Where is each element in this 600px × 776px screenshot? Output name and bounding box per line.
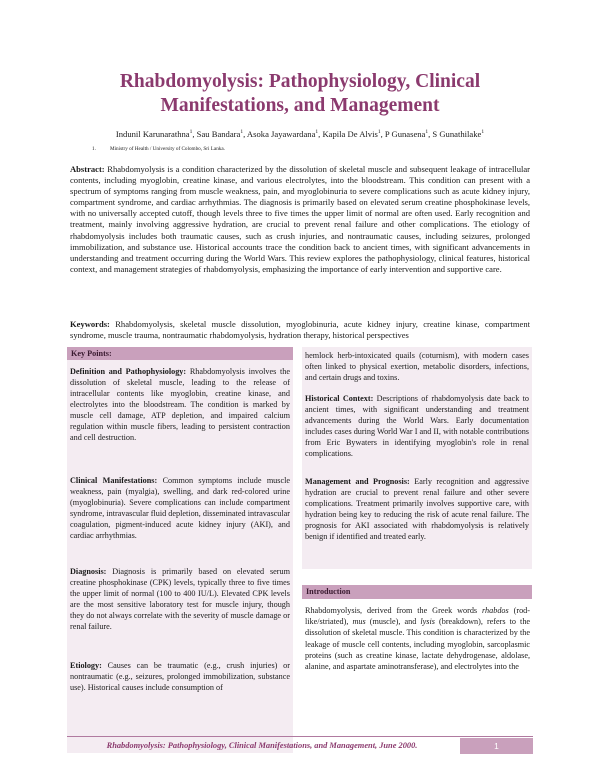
key-point-text: Common symptoms include muscle weakness, pain (myalgia), swelling, and dark red-colored urine (myoglobinuria). Severe complications can include compartment syndrome, intravascular fluid depletion, disseminated intravascular coagulation, pigment-induced acute kidney injury (AKI), and cardiac arrhythmias. <box>70 476 291 540</box>
key-points-header: Key Points: <box>67 347 293 360</box>
affiliation <box>92 146 225 153</box>
author-affiliation-mark: 1 <box>240 129 244 135</box>
key-point-text: Early recognition and aggressive hydration are crucial to prevent renal failure and other severe complications. Treatment primarily involves supportive care, with hydration being key to reducing the risk of acute renal failure. The prognosis for AKI associated with rhabdomyolysis is relatively benign if identified and treated early. <box>305 477 529 541</box>
abstract-label: Abstract: <box>70 164 105 174</box>
footer-divider <box>67 736 533 737</box>
page-number: 1 <box>460 738 533 754</box>
key-point-label: Management and Prognosis: <box>305 477 410 486</box>
key-point-label: Clinical Manifestations: <box>70 476 158 485</box>
intro-segment: (rod-like/striated), <box>305 606 530 627</box>
author-name: Asoka Jayawardana <box>246 128 316 139</box>
key-point-management <box>305 476 529 542</box>
key-point-text: Descriptions of rhabdomyolysis date back to ancient times, with significant understanding and treatment advancements during the World Wars. Early documentation includes cases during World War I and II, with notable contributions from Eric Bywaters in identifying myoglobin's role in renal complications. <box>305 394 530 458</box>
affiliation-text: Ministry of Health / University of Colombo, Sri Lanka. <box>110 146 225 152</box>
footer-running-title: Rhabdomyolysis: Pathophysiology, Clinical Manifestations, and Management, June 2000. <box>106 741 418 750</box>
intro-greek-word: mus <box>352 617 366 627</box>
intro-segment: Rhabdomyolysis, derived from the Greek words <box>305 606 478 615</box>
key-point-label: Historical Context: <box>305 394 374 403</box>
author-list: Indunil Karunarathna$^1$, Sau Bandara$^1$, Asoka Jayawardana$^1$, Kapila De Alvis$^1$, P Gunasena$^1$, S Gunathilake$^1$ <box>115 128 485 139</box>
key-point-diagnosis <box>70 566 290 632</box>
intro-greek-word: rhabdos <box>482 606 509 615</box>
author-name: Kapila De Alvis <box>322 128 378 139</box>
keywords <box>70 319 530 341</box>
key-point-text: Rhabdomyolysis involves the dissolution of skeletal muscle, leading to the release of intracellular contents like myoglobin, creatine kinase, and electrolytes into the bloodstream. The condition is marked by muscle cell damage, ATP depletion, and impaired calcium regulation within muscle fibers, leading to persistent contraction and cell destruction. <box>70 367 291 442</box>
intro-segment: (muscle), and <box>369 617 417 627</box>
key-point-historical <box>305 393 529 459</box>
author-affiliation-mark: 1 <box>377 129 381 135</box>
abstract-text: Rhabdomyolysis is a condition characterized by the dissolution of skeletal muscle and subsequent leakage of intracellular contents, including myoglobin, creatine kinase, and various electrolytes, into the bloodstream. This condition can present with a spectrum of symptoms ranging from muscle weakness, pain, and myoglobinuria to severe complications such as acute kidney injury, compartment syndrome, and cardiac arrhythmias. The diagnosis is primarily based on elevated serum creatine phosphokinase levels, with no universally accepted cutoff, though levels three to five times the upper limit of normal are often used. Early recognition and treatment, mainly involving aggressive hydration, are crucial to prevent renal failure and other complications. The etiology of rhabdomyolysis includes both traumatic causes, such as crush injuries, and nontraumatic causes, including seizures, prolonged immobilization, and substance use. Historical accounts trace the condition back to ancient times, with significant advancements in understanding and treatment occurring during the World Wars. This review explores the pathophysiology, clinical features, historical context, and management strategies of rhabdomyolysis, emphasizing the importance of early intervention and supportive care. <box>70 164 531 274</box>
key-point-etiology <box>70 660 290 693</box>
key-point-text: Diagnosis is primarily based on elevated serum creatine phosphokinase (CPK) levels, typically three to five times the upper limit of normal (100 to 400 IU/L). Elevated CPK levels are the most sensitive laboratory test for muscle injury, though they do not always correlate with the severity of muscle damage or renal failure. <box>70 567 290 631</box>
affiliation-number: 1. <box>92 146 96 152</box>
key-point-definition <box>70 366 290 443</box>
key-point-label: Definition and Pathophysiology: <box>70 367 187 376</box>
key-point-label: Diagnosis: <box>70 567 107 576</box>
paper-title: Rhabdomyolysis: Pathophysiology, Clinical Manifestations, and Management <box>119 71 481 116</box>
keywords-text: Rhabdomyolysis, skeletal muscle dissolution, myoglobinuria, acute kidney injury, creatine kinase, compartment syndrome, muscle trauma, nontraumatic rhabdomyolysis, hydration therapy, historical perspectives <box>70 319 530 341</box>
author-affiliation-mark: 1 <box>189 129 193 135</box>
key-point-text: Causes can be traumatic (e.g., crush injuries) or nontraumatic (e.g., seizures, prolonged immobilization, substance use). Historical causes include consumption of <box>70 661 291 692</box>
author-affiliation-mark: 1 <box>315 129 319 135</box>
author-name: Sau Bandara <box>196 128 241 139</box>
key-point-clinical <box>70 475 290 541</box>
introduction-header: Introduction <box>302 585 532 599</box>
key-point-label: Etiology: <box>70 661 102 670</box>
intro-segment: (breakdown), refers to the dissolution of skeletal muscle. This condition is characterized by the leakage of muscle cell contents, including myoglobin, sarcoplasmic proteins (such as creatine kinase, lactate dehydrogenase, aldolase, alanine, and aspartate aminotransferase), and electrolytes into the <box>305 617 531 672</box>
intro-greek-word: lysis <box>420 617 435 627</box>
key-point-etiology-continued: hemlock herb-intoxicated quails (coturnism), with modern cases often linked to physical exertion, metabolic disorders, infections, and certain drugs and toxins. <box>305 351 529 382</box>
keywords-label: Keywords: <box>70 319 110 329</box>
author-name: S Gunathilake <box>432 128 482 139</box>
abstract <box>70 164 530 275</box>
author-name: P Gunasena <box>384 128 426 139</box>
author-affiliation-mark: 1 <box>425 129 429 135</box>
author-name: Indunil Karunarathna <box>115 128 190 139</box>
author-affiliation-mark: 1 <box>481 129 485 135</box>
introduction-text <box>305 605 530 672</box>
